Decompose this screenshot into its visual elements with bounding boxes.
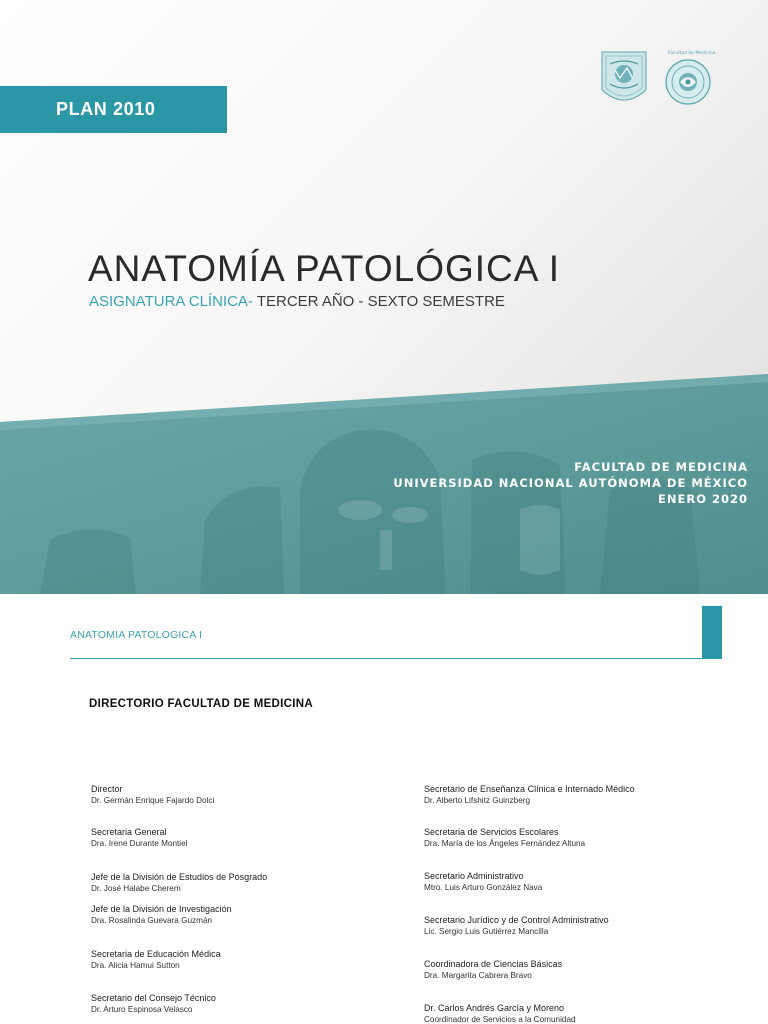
entry-name: Dr. Arturo Espinosa Velasco — [91, 1005, 193, 1014]
directory-title: DIRECTORIO FACULTAD DE MEDICINA — [89, 698, 313, 710]
faculty-seal-icon — [666, 50, 716, 104]
entry-name: Dra. Margarita Cabrera Bravo — [424, 971, 532, 980]
entry-role: Dr. Carlos Andrés García y Moreno — [424, 1003, 565, 1013]
entry-name: Mtro. Luis Arturo González Nava — [424, 883, 543, 892]
entry-role: Jefe de la División de Investigación — [91, 904, 232, 914]
entry-name: Dra. Irene Durante Montiel — [91, 839, 188, 848]
entry-name: Dr. José Halabe Cherem — [91, 884, 181, 893]
entry-name: Lic. Sergio Luis Gutiérrez Mancilla — [424, 927, 549, 936]
faculty-line: FACULTAD DE MEDICINA — [574, 460, 748, 474]
entry-name: Coordinador de Servicios a la Comunidad — [424, 1015, 576, 1024]
unam-crest-icon — [602, 52, 646, 100]
plan-label-bar — [0, 86, 227, 133]
entry-role: Secretario del Consejo Técnico — [91, 993, 216, 1003]
logos — [596, 48, 728, 110]
directory-entry — [424, 784, 635, 806]
directory-entry — [424, 959, 562, 981]
directory-entry — [91, 784, 214, 806]
directory-entry — [91, 993, 216, 1015]
directory-entry — [91, 827, 187, 849]
plan-label: PLAN 2010 — [56, 99, 156, 119]
header-tab — [702, 606, 722, 659]
directory-entry — [91, 904, 232, 926]
date-line: ENERO 2020 — [658, 492, 748, 506]
directory-entry — [424, 1003, 576, 1024]
entry-name: Dra. Rosalinda Guevara Guzmán — [91, 916, 213, 925]
entry-role: Secretaria de Servicios Escolares — [424, 827, 559, 837]
entry-name: Dra. Alicia Hamui Sutton — [91, 961, 180, 970]
document-title: ANATOMÍA PATOLÓGICA I — [88, 248, 560, 289]
directory-entry — [424, 827, 585, 849]
entry-role: Director — [91, 784, 123, 794]
directory-entry — [424, 915, 609, 937]
entry-name: Dr. Alberto Lifshitz Guinzberg — [424, 796, 531, 805]
subtitle-rest: TERCER AÑO - SEXTO SEMESTRE — [252, 293, 505, 310]
directory-entry — [91, 949, 221, 971]
unam-logos-icon — [596, 48, 728, 110]
entry-role: Secretario Administrativo — [424, 871, 524, 881]
directory-entry — [91, 872, 267, 894]
faculty-block — [393, 459, 748, 507]
running-head: ANATOMIA PATOLOGICA I — [70, 629, 203, 641]
header-rule — [70, 658, 702, 659]
entry-role: Secretaria de Educación Médica — [91, 949, 221, 959]
university-line: UNIVERSIDAD NACIONAL AUTÓNOMA DE MÉXICO — [393, 476, 748, 490]
subtitle-accent: ASIGNATURA CLÍNICA- — [89, 293, 253, 310]
directory-entry — [424, 871, 542, 893]
entry-name: Dra. María de los Ángeles Fernández Altuna — [424, 839, 586, 848]
svg-text:Facultad de Medicina: Facultad de Medicina — [668, 51, 716, 56]
entry-role: Secretario de Enseñanza Clínica e Internado Médico — [424, 784, 635, 794]
entry-role: Coordinadora de Ciencias Básicas — [424, 959, 563, 969]
entry-role: Secretaria General — [91, 827, 167, 837]
entry-name: Dr. Germán Enrique Fajardo Dolci — [91, 796, 215, 805]
entry-role: Jefe de la División de Estudios de Posgrado — [91, 872, 268, 882]
entry-role: Secretario Jurídico y de Control Administrativo — [424, 915, 609, 925]
document-subtitle — [89, 293, 505, 310]
